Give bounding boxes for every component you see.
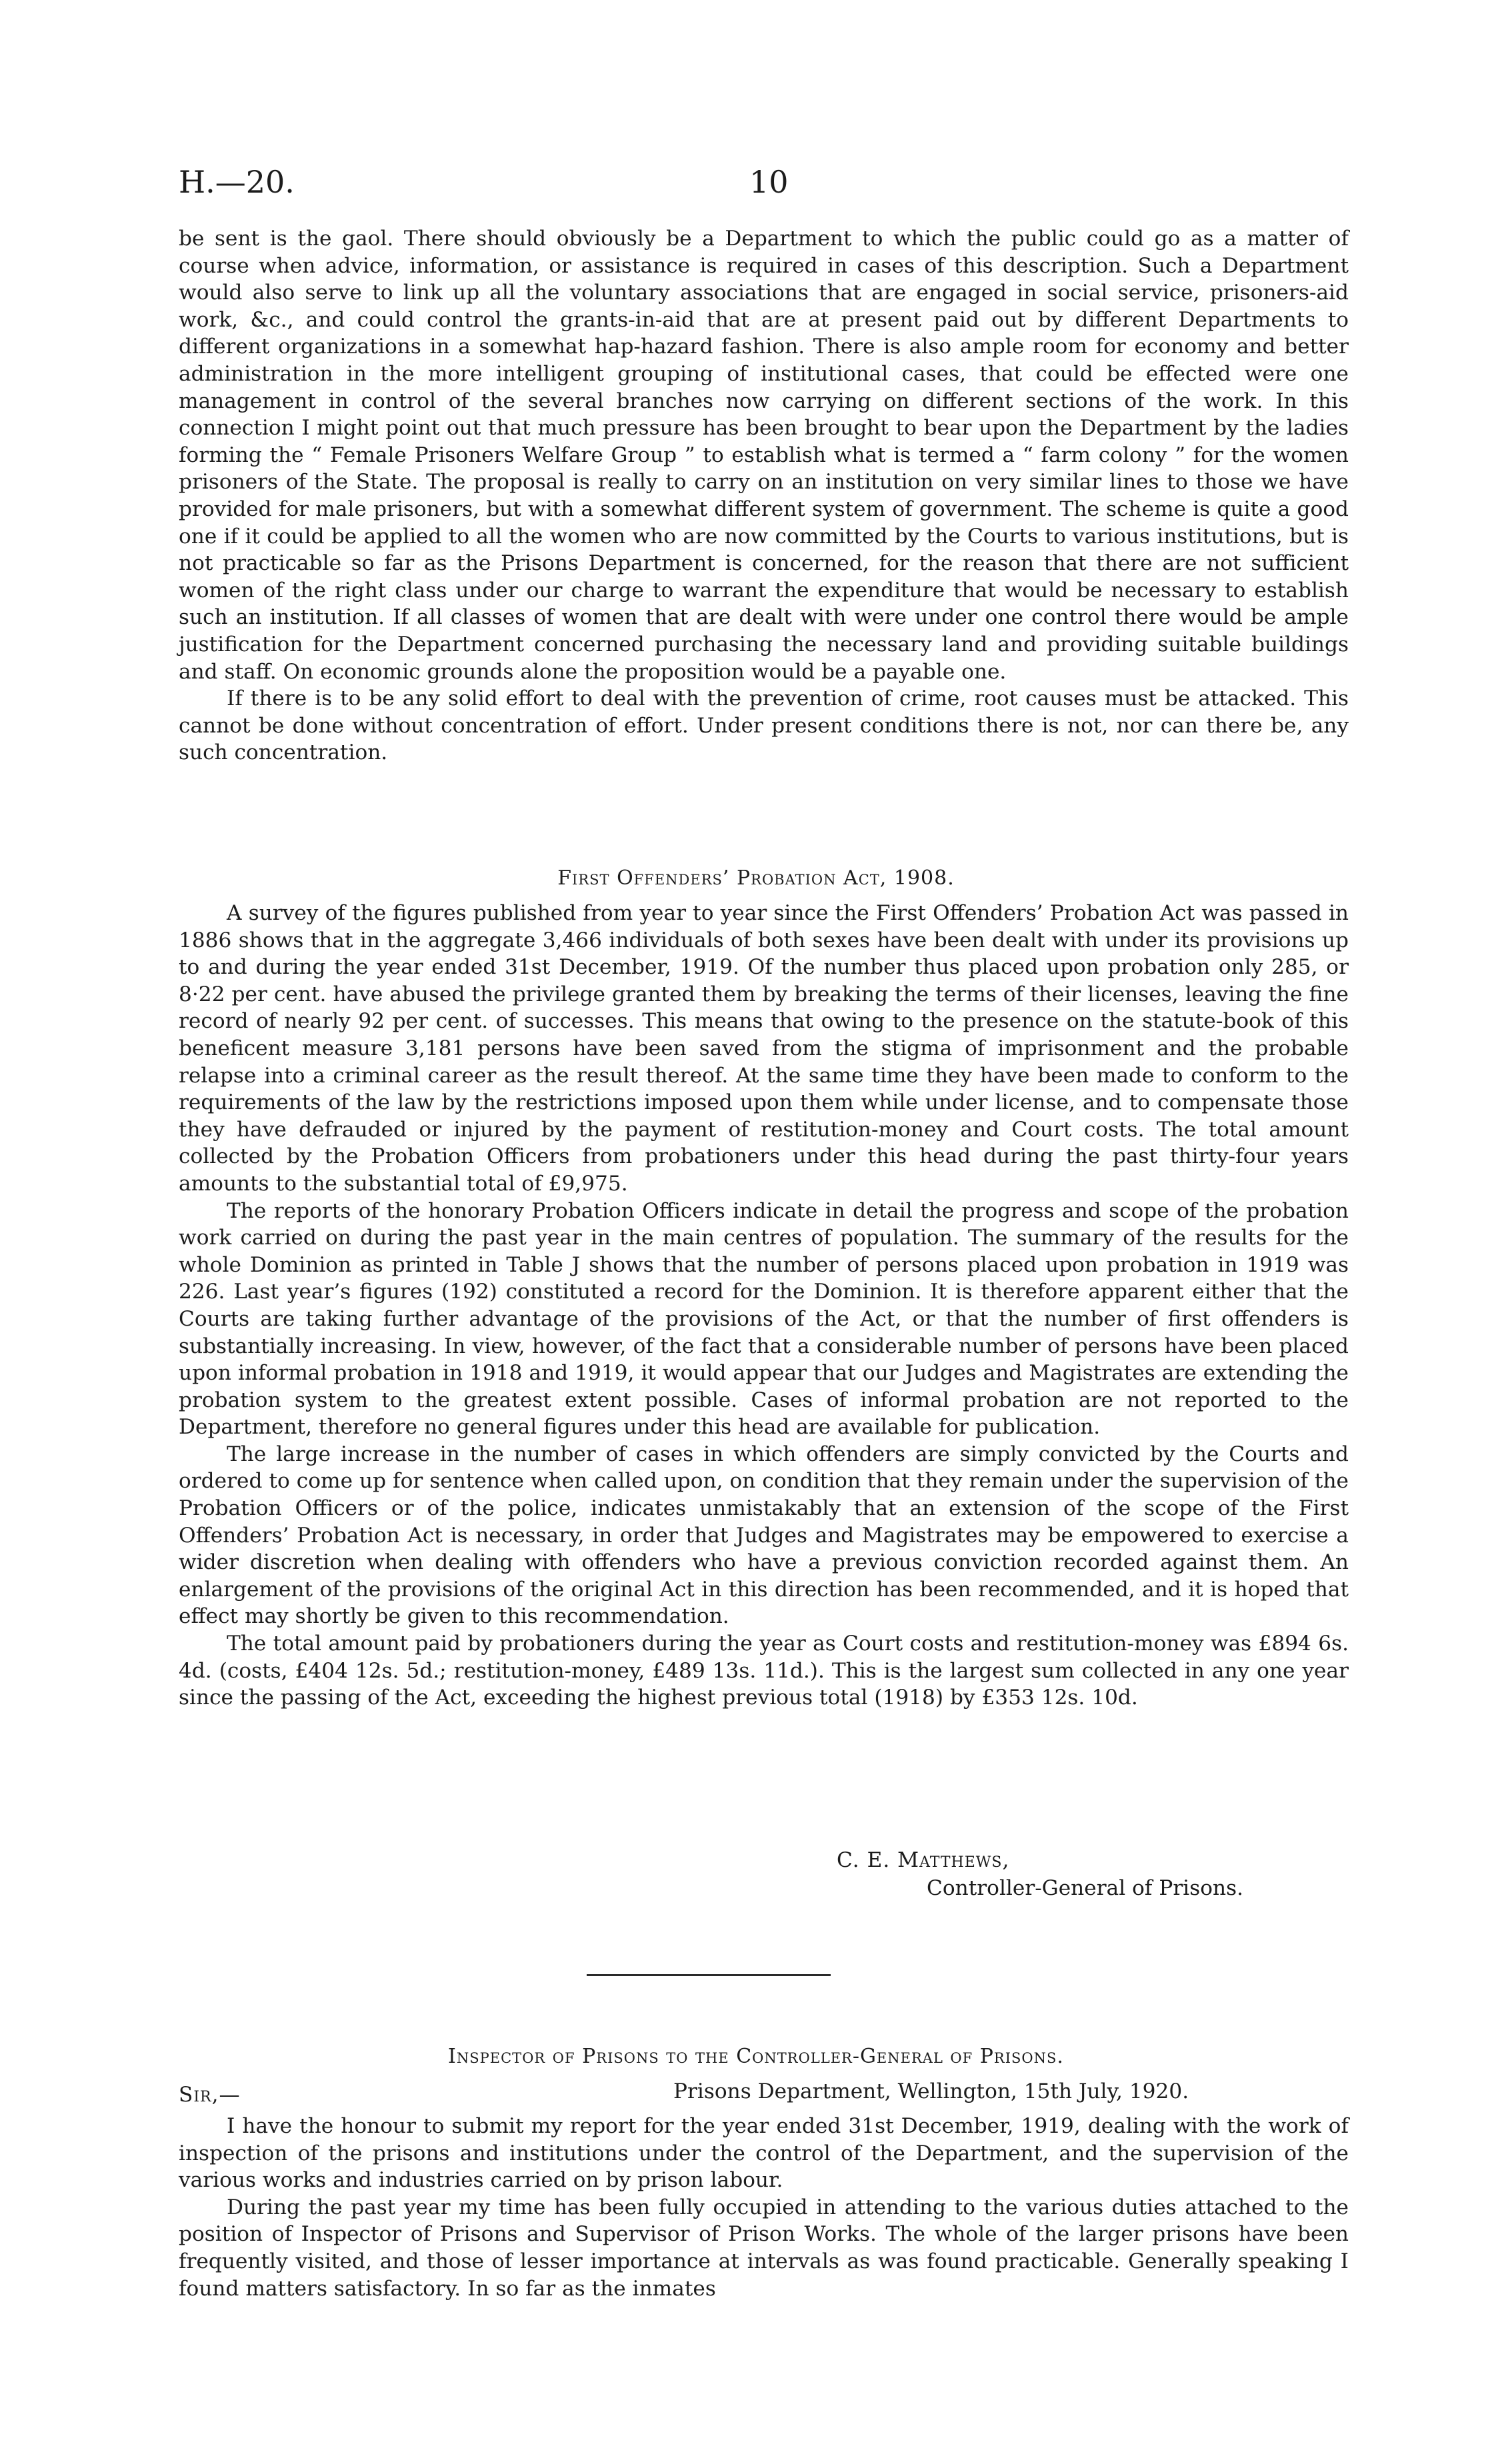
section-heading-probation-act: First Offenders’ Probation Act, 1908.	[557, 866, 955, 890]
letter-address-date: Prisons Department, Wellington, 15th July, 1920.	[673, 2079, 1189, 2103]
page-number: 10	[749, 164, 789, 200]
paragraph: If there is to be any solid effort to deal with the prevention of crime, root causes must be attacked. This cannot be done without concentration of effort. Under present conditions there is not, nor can there be, any such concentration.	[179, 686, 1349, 765]
section-divider	[587, 1974, 831, 1976]
paragraph: A survey of the figures published from year to year since the First Offenders’ Probation Act was passed in 1886 shows that in the aggregate 3,466 individuals of both sexes have been dealt with under its provisions up to and during the year ended 31st December, 1919. Of the number thus placed upon probation only 285, or 8·22 per cent. have abused the privilege granted them by breaking the terms of their licenses, leaving the fine record of nearly 92 per cent. of successes. This means that owing to the presence on the statute-book of this beneficent measure 3,181 persons have been saved from the stigma of imprisonment and the probable relapse into a criminal career as the result thereof. At the same time they have been made to conform to the requirements of the law by the restrictions imposed upon them while under license, and to compensate those they have defrauded or injured by the payment of restitution-money and Court costs. The total amount collected by the Probation Officers from probationers under this head during the past thirty-four years amounts to the substantial total of £9,975.	[179, 901, 1349, 1196]
signatory-name: C. E. Matthews,	[837, 1848, 1010, 1872]
text-block-inspector-letter	[179, 2113, 1349, 2302]
paragraph: The reports of the honorary Probation Officers indicate in detail the progress and scope of the probation work carried on during the past year in the main centres of population. The summary of the results for the whole Dominion as printed in Table J shows that the number of persons placed upon probation in 1919 was 226. Last year’s figures (192) constituted a record for the Dominion. It is therefore apparent either that the Courts are taking further advantage of the provisions of the Act, or that the number of first offenders is substantially increasing. In view, however, of the fact that a considerable number of persons have been placed upon informal probation in 1918 and 1919, it would appear that our Judges and Magistrates are extending the probation system to the greatest extent possible. Cases of informal probation are not reported to the Department, therefore no general figures under this head are available for publication.	[179, 1198, 1349, 1440]
paragraph: During the past year my time has been fully occupied in attending to the various duties attached to the position of Inspector of Prisons and Supervisor of Prison Works. The whole of the larger prisons have been frequently visited, and those of lesser importance at intervals as was found practicable. Generally speaking I found matters satisfactory. In so far as the inmates	[179, 2195, 1349, 2301]
signatory-title: Controller-General of Prisons.	[927, 1876, 1243, 1900]
text-block-probation	[179, 900, 1349, 1712]
paragraph: be sent is the gaol. There should obviously be a Department to which the public could go as a matter of course when advice, information, or assistance is required in cases of this description. Such a Department would also serve to link up all the voluntary associations that are engaged in social service, prisoners-aid work, &c., and could control the grants-in-aid that are at present paid out by different Departments to different organizations in a somewhat hap-hazard fashion. There is also ample room for economy and better administration in the more intelligent grouping of institutional cases, that could be effected were one management in control of the several branches now carrying on different sections of the work. In this connection I might point out that much pressure has been brought to bear upon the Department by the ladies forming the “ Female Prisoners Welfare Group ” to establish what is termed a “ farm colony ” for the women prisoners of the State. The proposal is really to carry on an institution on very similar lines to those we have provided for male prisoners, but with a somewhat different system of government. The scheme is quite a good one if it could be applied to all the women who are now committed by the Courts to various institutions, but is not practicable so far as the Prisons Department is concerned, for the reason that there are not sufficient women of the right class under our charge to warrant the expenditure that would be necessary to establish such an institution. If all classes of women that are dealt with were under one control there would be ample justification for the Department concerned purchasing the necessary land and providing suitable buildings and staff. On economic grounds alone the proposition would be a payable one.	[179, 227, 1349, 684]
text-block-prison-administration	[179, 225, 1349, 766]
paragraph: I have the honour to submit my report for the year ended 31st December, 1919, dealing with the work of inspection of the prisons and institutions under the control of the Department, and the supervision of the various works and industries carried on by prison labour.	[179, 2114, 1349, 2193]
paragraph: The total amount paid by probationers during the year as Court costs and restitution-money was £894 6s. 4d. (costs, £404 12s. 5d.; restitution-money, £489 13s. 11d.). This is the largest sum collected in any one year since the passing of the Act, exceeding the highest previous total (1918) by £353 12s. 10d.	[179, 1632, 1349, 1710]
report-heading: Inspector of Prisons to the Controller-General of Prisons.	[448, 2045, 1064, 2068]
salutation: Sir,—	[179, 2083, 241, 2107]
document-reference: H.—20.	[179, 164, 295, 200]
paragraph: The large increase in the number of cases in which offenders are simply convicted by the Courts and ordered to come up for sentence when called upon, on condition that they remain under the supervision of the Probation Officers or of the police, indicates unmistakably that an extension of the scope of the First Offenders’ Probation Act is necessary, in order that Judges and Magistrates may be empowered to exercise a wider discretion when dealing with offenders who have a previous conviction recorded against them. An enlargement of the provisions of the original Act in this direction has been recommended, and it is hoped that effect may shortly be given to this recommendation.	[179, 1442, 1349, 1629]
